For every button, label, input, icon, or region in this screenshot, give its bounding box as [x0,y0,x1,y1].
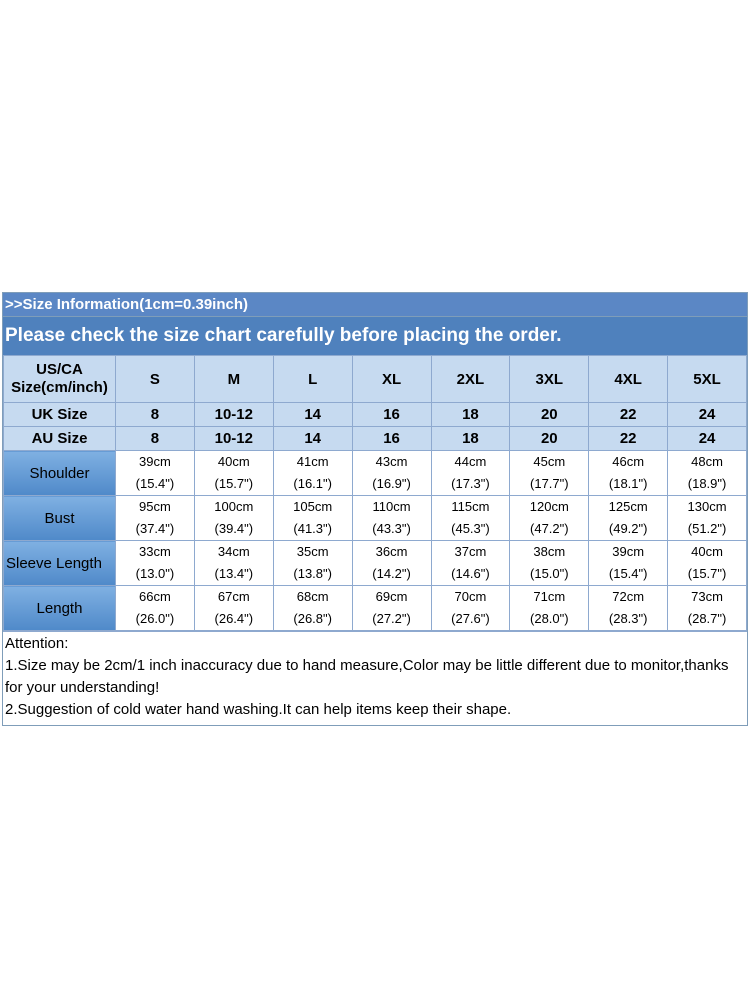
measurement-cm: 125cm [608,499,648,514]
size-cell: 18 [431,427,510,451]
measurement-cm: 37cm [454,544,487,559]
measurement-inch: (13.0") [135,566,175,581]
measurement-label: Shoulder [4,451,116,496]
measurement-cell [510,496,589,541]
measurement-label: Bust [4,496,116,541]
size-info-heading: >>Size Information(1cm=0.39inch) [3,293,747,316]
size-cell: 22 [589,427,668,451]
measurement-label: Sleeve Length [4,541,116,586]
measurement-cell [116,451,195,496]
measurement-inch: (37.4") [135,521,175,536]
measurement-inch: (47.2") [530,521,569,536]
measurement-inch: (13.8") [293,566,332,581]
measurement-label: Length [4,586,116,631]
measurement-cm: 73cm [691,589,723,604]
size-table [3,355,747,631]
size-cell: 5XL [668,356,747,403]
measurement-cell [589,541,668,586]
attention-note-1: 1.Size may be 2cm/1 inch inaccuracy due to hand measure,Color may be little different due to monitor,thanks for your understanding! [5,657,729,696]
attention-notes [3,631,747,725]
measurement-row [4,496,747,541]
size-chart [2,292,748,726]
size-row-label: AU Size [4,427,116,451]
measurement-cm: 40cm [691,544,723,559]
attention-title: Attention: [5,635,69,652]
measurement-cm: 69cm [375,589,408,604]
measurement-inch: (45.3") [451,521,490,536]
size-cell: 16 [352,427,431,451]
measurement-inch: (49.2") [608,521,648,536]
measurement-inch: (16.1") [293,476,332,491]
size-row-label: UK Size [4,403,116,427]
measurement-cell [194,496,273,541]
measurement-inch: (16.9") [372,476,411,491]
measurement-cm: 70cm [454,589,487,604]
measurement-cm: 110cm [372,499,411,514]
measurement-cell [668,451,747,496]
measurement-cell [273,586,352,631]
size-cell: 24 [668,427,747,451]
measurement-cm: 95cm [139,499,171,514]
measurement-cm: 46cm [612,454,645,469]
measurement-cell [194,586,273,631]
size-cell: L [273,356,352,403]
measurement-cm: 45cm [533,454,566,469]
measurement-cm: 36cm [375,544,408,559]
measurement-cell [116,541,195,586]
measurement-cm: 41cm [296,454,329,469]
measurement-inch: (15.7") [687,566,727,581]
measurement-cell [589,451,668,496]
measurement-inch: (13.4") [214,566,254,581]
measurement-cell [273,496,352,541]
measurement-cm: 35cm [296,544,329,559]
attention-note-2: 2.Suggestion of cold water hand washing.It can help items keep their shape. [5,701,512,718]
size-cell: 8 [116,403,195,427]
measurement-cm: 68cm [296,589,329,604]
size-cell: 22 [589,403,668,427]
size-cell: 20 [510,427,589,451]
measurement-cell [352,451,431,496]
measurement-cm: 40cm [217,454,250,469]
size-row [4,403,747,427]
size-cell: S [116,356,195,403]
measurement-cell [510,541,589,586]
size-cell: 2XL [431,356,510,403]
measurement-cm: 43cm [375,454,408,469]
measurement-inch: (15.0") [530,566,569,581]
size-cell: 24 [668,403,747,427]
measurement-cell [668,496,747,541]
measurement-inch: (43.3") [372,521,411,536]
size-cell: 3XL [510,356,589,403]
measurement-cell [510,451,589,496]
measurement-inch: (17.7") [530,476,569,491]
measurement-inch: (18.1") [608,476,648,491]
measurement-inch: (26.4") [214,611,254,626]
size-cell: 14 [273,427,352,451]
measurement-inch: (18.9") [687,476,727,491]
measurement-inch: (27.2") [372,611,411,626]
measurement-cell [431,496,510,541]
measurement-inch: (39.4") [214,521,254,536]
size-cell: 4XL [589,356,668,403]
measurement-inch: (14.6") [451,566,490,581]
measurement-cell [116,586,195,631]
measurement-inch: (28.3") [608,611,648,626]
measurement-cell [431,451,510,496]
measurement-cell [352,496,431,541]
size-row [4,427,747,451]
measurement-row [4,451,747,496]
measurement-cell [668,586,747,631]
measurement-inch: (15.4") [135,476,175,491]
size-cell: 16 [352,403,431,427]
size-cell: 10-12 [194,403,273,427]
size-cell: 20 [510,403,589,427]
measurement-cm: 71cm [533,589,566,604]
measurement-cm: 39cm [139,454,171,469]
measurement-cm: 115cm [451,499,490,514]
measurement-inch: (14.2") [372,566,411,581]
measurement-cm: 66cm [139,589,171,604]
measurement-cm: 48cm [691,454,723,469]
measurement-row [4,541,747,586]
measurement-cm: 38cm [533,544,566,559]
measurement-cell [431,586,510,631]
measurement-inch: (17.3") [451,476,490,491]
measurement-cm: 100cm [214,499,254,514]
size-cell: 14 [273,403,352,427]
size-cell: 18 [431,403,510,427]
measurement-inch: (26.8") [293,611,332,626]
measurement-cm: 39cm [612,544,645,559]
measurement-cm: 67cm [217,589,250,604]
measurement-cell [352,586,431,631]
measurement-inch: (51.2") [687,521,727,536]
measurement-inch: (28.7") [687,611,727,626]
size-cell: XL [352,356,431,403]
measurement-cell [352,541,431,586]
measurement-inch: (26.0") [135,611,175,626]
measurement-cell [668,541,747,586]
measurement-inch: (15.4") [608,566,648,581]
size-cell: 8 [116,427,195,451]
measurement-cell [589,496,668,541]
size-cell: 10-12 [194,427,273,451]
size-cell: M [194,356,273,403]
measurement-cm: 33cm [139,544,171,559]
measurement-inch: (15.7") [214,476,254,491]
size-row-label: US/CA Size(cm/inch) [4,356,116,403]
measurement-cell [194,541,273,586]
measurement-cell [116,496,195,541]
measurement-cm: 44cm [454,454,487,469]
measurement-cell [510,586,589,631]
measurement-cm: 120cm [529,499,569,514]
measurement-cell [589,586,668,631]
measurement-cell [431,541,510,586]
measurement-cm: 105cm [293,499,333,514]
measurement-cell [273,541,352,586]
measurement-cell [273,451,352,496]
measurement-inch: (27.6") [451,611,490,626]
measurement-cm: 130cm [687,499,727,514]
size-row [4,356,747,403]
size-notice-heading: Please check the size chart carefully before placing the order. [3,316,747,355]
measurement-row [4,586,747,631]
measurement-cell [194,451,273,496]
measurement-cm: 34cm [217,544,250,559]
measurement-inch: (28.0") [530,611,569,626]
measurement-cm: 72cm [612,589,645,604]
measurement-inch: (41.3") [293,521,332,536]
